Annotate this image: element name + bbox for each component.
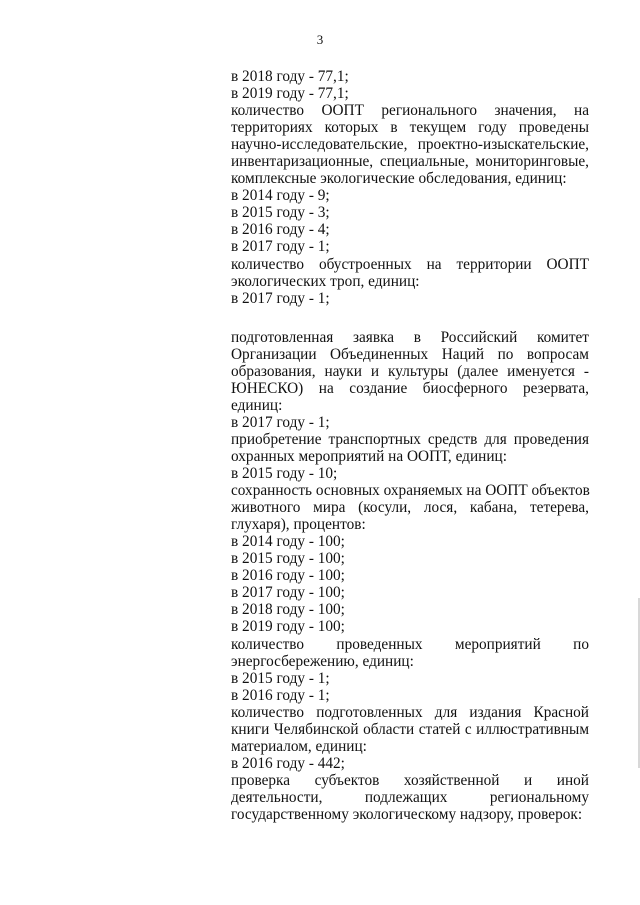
text-line: в 2017 году - 100; (231, 584, 345, 602)
text-line: в 2018 году - 77,1; (231, 68, 349, 85)
text-line: сохранность основных охраняемых на ООПТ объектов (231, 482, 590, 500)
text-line: деятельности, подлежащих региональному (231, 788, 589, 806)
text-line: энергосбережению, единиц: (231, 652, 414, 670)
text-line: Организации Объединенных Наций по вопросам (231, 345, 589, 363)
text-line: в 2015 году - 10; (231, 465, 338, 483)
text-line: книги Челябинской области статей с иллюстративным (231, 720, 589, 738)
text-line: количество ООПТ регионального значения, на (231, 102, 589, 120)
text-line: количество обустроенных на территории ООПТ (231, 255, 589, 273)
page-number: 3 (316, 32, 324, 47)
text-line: глухаря), процентов: (231, 516, 366, 534)
text-line: в 2016 году - 4; (231, 221, 330, 239)
text-line: в 2017 году - 1; (231, 289, 330, 307)
text-line: ЮНЕСКО) на создание биосферного резервата, (231, 379, 589, 397)
text-block-2 (231, 329, 589, 823)
text-line: в 2015 году - 100; (231, 550, 345, 568)
text-line: в 2015 году - 1; (231, 669, 330, 687)
text-line: в 2015 году - 3; (231, 204, 330, 222)
text-line: количество подготовленных для издания Красной (231, 703, 589, 721)
text-line: количество проведенных мероприятий по (231, 635, 589, 653)
text-line: в 2017 году - 1; (231, 238, 330, 256)
text-line: экологических троп, единиц: (231, 272, 420, 290)
text-line: охранных мероприятий на ООПТ, единиц: (231, 447, 507, 465)
text-line: единиц: (231, 396, 283, 414)
text-line: в 2019 году - 100; (231, 618, 345, 636)
text-line: территориях которых в текущем году проведены (231, 119, 589, 137)
text-line: образования, науки и культуры (далее именуется - (231, 362, 589, 380)
text-line: научно-исследовательские, проектно-изыскательские, (231, 136, 589, 154)
text-line: в 2016 году - 1; (231, 686, 330, 704)
text-line: в 2014 году - 100; (231, 533, 345, 551)
text-line: в 2016 году - 100; (231, 567, 345, 585)
text-line: в 2016 году - 442; (231, 754, 345, 772)
text-line: подготовленная заявка в Российский комитет (231, 328, 589, 346)
text-line: в 2014 году - 9; (231, 187, 330, 205)
text-line: материалом, единиц: (231, 737, 367, 755)
text-line: проверка субъектов хозяйственной и иной (231, 771, 589, 789)
text-block-1 (231, 68, 589, 307)
text-line: инвентаризационные, специальные, мониторинговые, (231, 153, 589, 171)
text-line: комплексные экологические обследования, единиц: (231, 170, 567, 188)
document-body (231, 68, 589, 823)
text-line: в 2019 году - 77,1; (231, 85, 349, 103)
text-line: в 2017 году - 1; (231, 413, 330, 431)
text-line: животного мира (косули, лося, кабана, тетерева, (231, 499, 589, 517)
text-line: в 2018 году - 100; (231, 601, 345, 619)
text-line: приобретение транспортных средств для проведения (231, 430, 589, 448)
text-line: государственному экологическому надзору, проверок: (231, 805, 583, 823)
paragraph-gap (231, 307, 589, 329)
